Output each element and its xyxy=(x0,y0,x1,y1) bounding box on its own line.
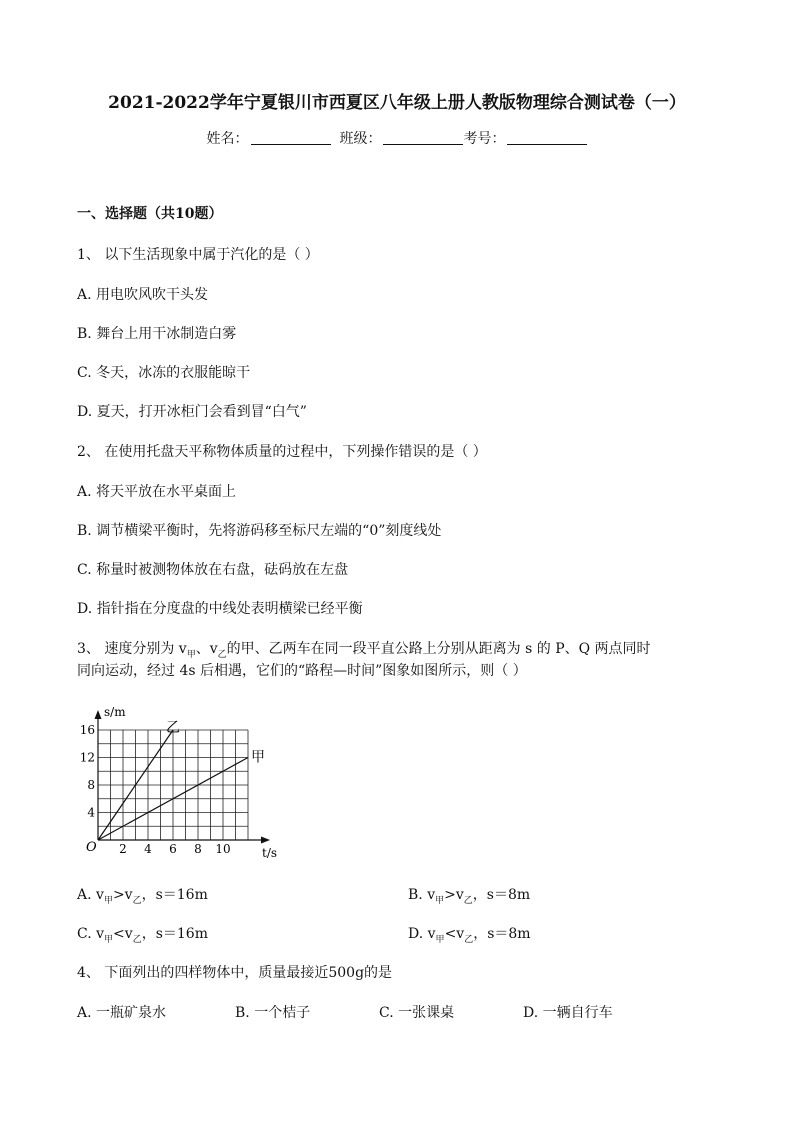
q4-option-d: D. 一辆自行车 xyxy=(523,1005,613,1021)
subscript-yi: 乙 xyxy=(217,649,227,660)
q4-stem: 4、 下面列出的四样物体中，质量最接近500g的是 xyxy=(77,965,393,981)
exam-blank[interactable] xyxy=(507,130,587,145)
x-tick-label: 2 xyxy=(119,842,127,856)
q1-option-d: D. 夏天，打开冰柜门会看到冒“白气” xyxy=(77,404,307,420)
q1-option-b: B. 舞台上用干冰制造白雾 xyxy=(77,326,237,342)
x-axis-label: t/s xyxy=(262,846,278,860)
opt-text: <v xyxy=(113,926,133,942)
y-axis-label: s/m xyxy=(104,705,126,719)
opt-text: ，s＝8m xyxy=(472,887,531,903)
opt-text: ，s＝16m xyxy=(141,887,208,903)
q2-stem: 2、 在使用托盘天平称物体质量的过程中，下列操作错误的是（ ） xyxy=(77,444,487,460)
q3-stem-part: 3、 速度分别为 v xyxy=(77,641,187,657)
q2-option-b: B. 调节横梁平衡时，先将游码移至标尺左端的“0”刻度线处 xyxy=(77,523,442,539)
q1-stem: 1、 以下生活现象中属于汽化的是（ ） xyxy=(77,247,319,263)
opt-text: ，s＝8m xyxy=(473,926,531,942)
opt-text: <v xyxy=(444,926,465,942)
q1-option-c: C. 冬天，冰冻的衣服能晾干 xyxy=(77,365,251,381)
graph-grid xyxy=(98,730,248,840)
name-label: 姓名： xyxy=(206,131,249,147)
series-label-jia: 甲 xyxy=(251,749,265,766)
subscript: 乙 xyxy=(132,895,142,906)
name-blank[interactable] xyxy=(251,130,331,145)
x-tick-label: 6 xyxy=(169,842,177,856)
y-tick-label: 4 xyxy=(87,805,95,820)
subscript-jia: 甲 xyxy=(186,649,196,660)
opt-text: ，s＝16m xyxy=(141,926,208,942)
q2-option-a: A. 将天平放在水平桌面上 xyxy=(77,484,237,500)
q3-option-b xyxy=(408,884,530,906)
x-axis-arrow xyxy=(261,837,270,844)
graph-tick-labels xyxy=(80,723,231,856)
exam-label: 考号： xyxy=(463,131,506,147)
q3-option-a xyxy=(77,884,208,906)
y-tick-label: 12 xyxy=(80,750,95,765)
subscript: 甲 xyxy=(435,934,445,945)
student-info-line xyxy=(0,128,794,148)
subscript: 乙 xyxy=(132,934,142,945)
opt-text: A. v xyxy=(77,887,104,903)
q4-option-b: B. 一个桔子 xyxy=(235,1005,311,1021)
q3-stem-line2: 同向运动，经过 4s 后相遇，它们的“路程—时间”图象如图所示，则（ ） xyxy=(77,663,527,679)
subscript: 甲 xyxy=(103,895,113,906)
q1-option-a: A. 用电吹风吹干头发 xyxy=(77,287,209,303)
q4-option-c: C. 一张课桌 xyxy=(379,1005,455,1021)
q2-option-c: C. 称量时被测物体放在右盘，砝码放在左盘 xyxy=(77,562,349,578)
x-tick-label: 8 xyxy=(194,842,202,856)
y-tick-label: 16 xyxy=(80,723,95,737)
opt-text: C. v xyxy=(77,926,105,942)
q3-stem-part: 的甲、乙两车在同一段平直公路上分别从距离为 s 的 P、Q 两点同时 xyxy=(226,641,651,657)
distance-time-graph xyxy=(80,700,300,865)
class-label: 班级： xyxy=(339,131,382,147)
x-tick-label: 10 xyxy=(215,842,231,856)
page-title: 2021-2022学年宁夏银川市西夏区八年级上册人教版物理综合测试卷（一） xyxy=(108,93,686,113)
opt-text: B. v xyxy=(408,887,436,903)
section-heading: 一、选择题（共10题） xyxy=(77,206,223,222)
x-tick-label: 4 xyxy=(144,842,152,856)
opt-text: >v xyxy=(112,887,133,903)
subscript: 乙 xyxy=(464,934,474,945)
q3-option-c xyxy=(77,923,208,945)
subscript: 乙 xyxy=(463,895,473,906)
class-blank[interactable] xyxy=(383,130,463,145)
subscript: 甲 xyxy=(104,934,114,945)
y-axis-arrow xyxy=(95,710,102,719)
opt-text: >v xyxy=(444,887,464,903)
subscript: 甲 xyxy=(435,895,445,906)
y-tick-label: 8 xyxy=(87,778,95,792)
q3-stem-line1 xyxy=(77,638,651,660)
q2-option-d: D. 指针指在分度盘的中线处表明横梁已经平衡 xyxy=(77,601,363,617)
q3-stem-part: 、v xyxy=(195,641,218,657)
q3-option-d xyxy=(408,923,531,945)
q4-option-a: A. 一瓶矿泉水 xyxy=(77,1005,167,1021)
origin-label: O xyxy=(86,840,97,855)
opt-text: D. v xyxy=(408,926,436,942)
series-label-yi: 乙 xyxy=(166,720,180,736)
